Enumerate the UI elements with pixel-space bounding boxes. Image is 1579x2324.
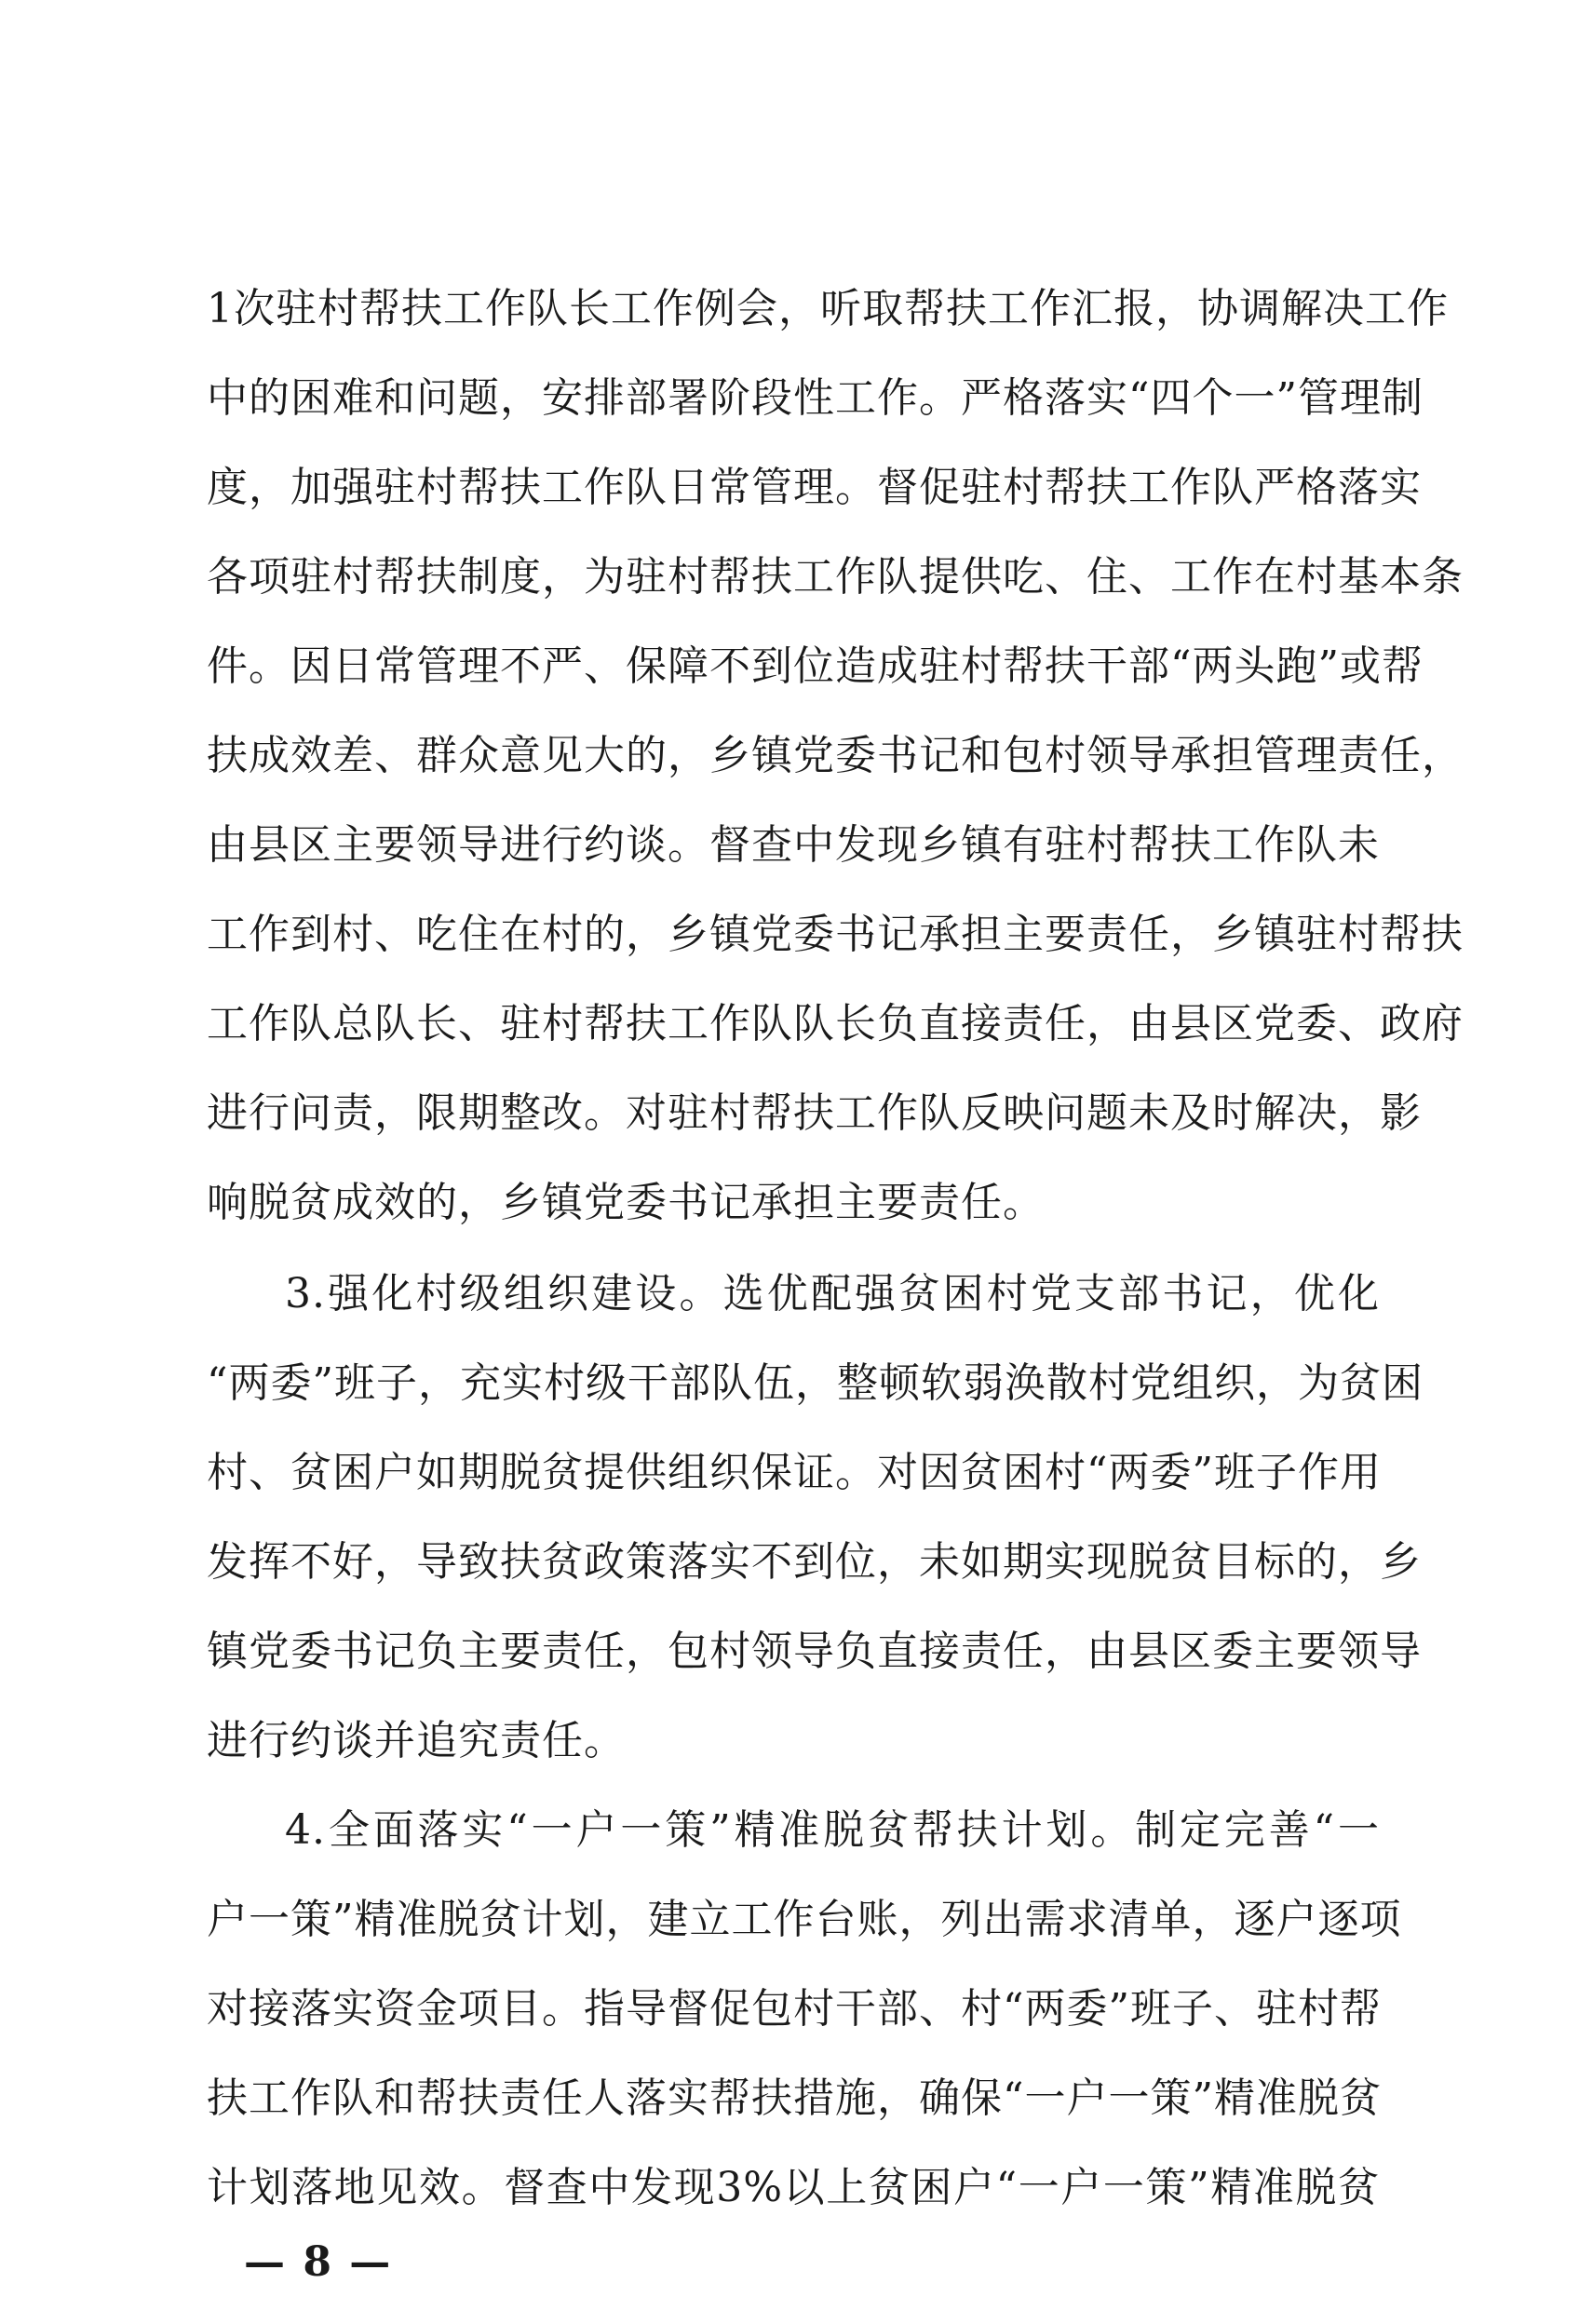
text-line: 对接落实资金项目。指导督促包村干部、村“两委”班子、驻村帮 <box>207 1985 1382 2033</box>
text-line: 工作到村、吃住在村的，乡镇党委书记承担主要责任，乡镇驻村帮扶 <box>207 911 1464 958</box>
section-heading-line: 3.强化村级组织建设。选优配强贫困村党支部书记，优化 <box>285 1270 1380 1317</box>
text-line: 村、贫困户如期脱贫提供组织保证。对因贫困村“两委”班子作用 <box>207 1449 1382 1496</box>
text-line: 响脱贫成效的，乡镇党委书记承担主要责任。 <box>207 1179 1045 1226</box>
section-heading-line: 4.全面落实“一户一策”精准脱贫帮扶计划。制定完善“一 <box>285 1806 1380 1854</box>
page-number: — 8 — <box>244 2238 393 2286</box>
text-line: 户一策”精准脱贫计划，建立工作台账，列出需求清单，逐户逐项 <box>207 1896 1402 1943</box>
text-line: “两委”班子，充实村级干部队伍，整顿软弱涣散村党组织，为贫困 <box>207 1359 1424 1407</box>
text-line: 进行问责，限期整改。对驻村帮扶工作队反映问题未及时解决，影 <box>207 1089 1422 1137</box>
text-line: 各项驻村帮扶制度，为驻村帮扶工作队提供吃、住、工作在村基本条 <box>207 553 1464 601</box>
text-line: 扶成效差、群众意见大的，乡镇党委书记和包村领导承担管理责任， <box>207 732 1464 779</box>
text-line: 镇党委书记负主要责任，包村领导负直接责任，由县区委主要领导 <box>207 1628 1422 1675</box>
text-line: 度，加强驻村帮扶工作队日常管理。督促驻村帮扶工作队严格落实 <box>207 464 1422 511</box>
text-line: 发挥不好，导致扶贫政策落实不到位，未如期实现脱贫目标的，乡 <box>207 1538 1422 1586</box>
text-line: 进行约谈并追究责任。 <box>207 1717 626 1764</box>
text-line: 件。因日常管理不严、保障不到位造成驻村帮扶干部“两头跑”或帮 <box>207 642 1424 690</box>
text-line: 计划落地见效。督查中发现3%以上贫困户“一户一策”精准脱贫 <box>207 2164 1380 2211</box>
text-line: 1次驻村帮扶工作队长工作例会，听取帮扶工作汇报，协调解决工作 <box>207 285 1449 332</box>
text-line: 由县区主要领导进行约谈。督查中发现乡镇有驻村帮扶工作队未 <box>207 821 1380 869</box>
text-line: 工作队总队长、驻村帮扶工作队队长负直接责任，由县区党委、政府 <box>207 1000 1464 1047</box>
text-line: 中的困难和问题，安排部署阶段性工作。严格落实“四个一”管理制 <box>207 374 1424 422</box>
text-line: 扶工作队和帮扶责任人落实帮扶措施，确保“一户一策”精准脱贫 <box>207 2074 1382 2122</box>
